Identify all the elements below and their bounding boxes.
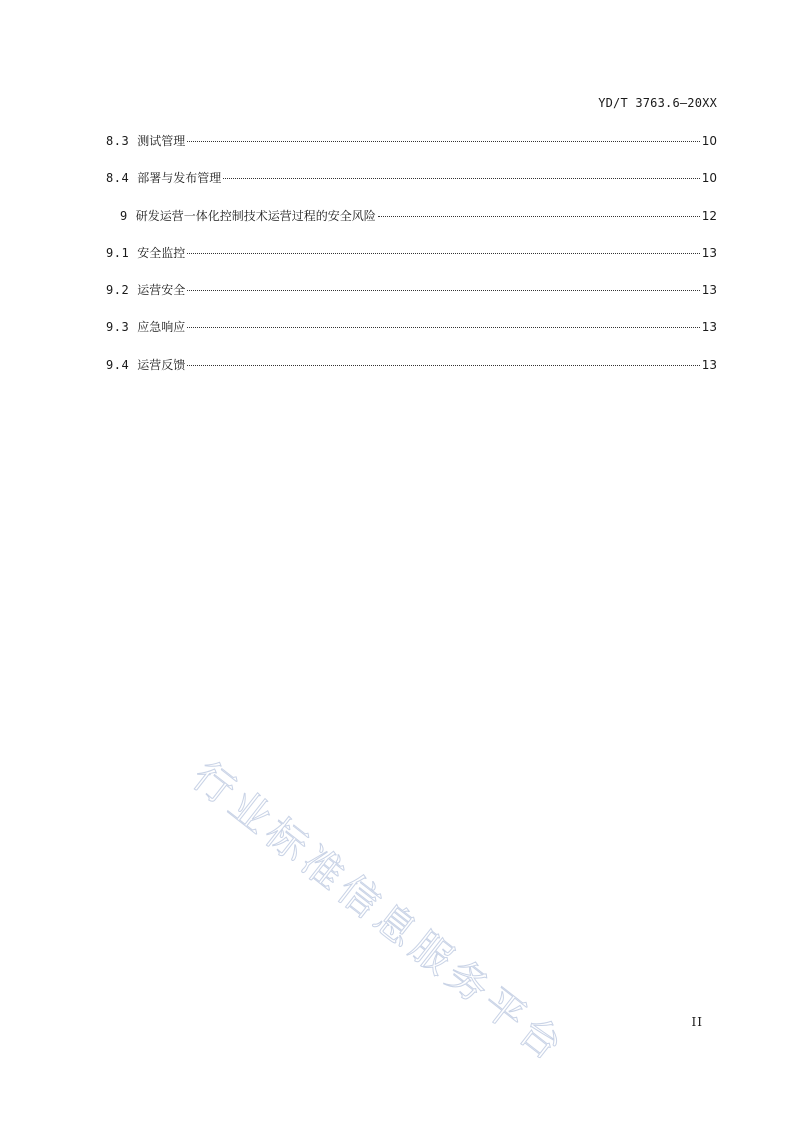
toc-entry[interactable] [106, 131, 717, 168]
toc-entry-page: 13 [701, 283, 717, 298]
toc-leader-dots [187, 141, 700, 142]
toc-entry-number: 9.4 [106, 357, 130, 372]
page-number: II [691, 1015, 703, 1029]
toc-entry-number: 9.2 [106, 283, 130, 298]
toc-entry-number: 9.1 [106, 245, 130, 260]
toc-entry-title: 应急响应 [137, 320, 186, 335]
toc-entry-number: 9.3 [106, 320, 130, 335]
toc-entry-page: 12 [701, 208, 717, 223]
toc-entry-title: 运营反馈 [137, 357, 186, 372]
toc-entry-page: 10 [701, 134, 717, 148]
toc-entry[interactable] [106, 168, 717, 205]
toc-entry-number: 8.3 [106, 134, 130, 148]
toc-leader-dots [223, 178, 700, 179]
toc-entry-title: 运营安全 [137, 283, 186, 298]
toc-entry[interactable] [106, 317, 717, 354]
toc-leader-dots [187, 253, 700, 254]
toc-leader-dots [187, 365, 700, 366]
toc-entry-page: 13 [701, 320, 717, 335]
toc-entry-page: 13 [701, 357, 717, 372]
toc-entry-title: 研发运营一体化控制技术运营过程的安全风险 [135, 208, 376, 223]
toc-entry[interactable] [106, 243, 717, 280]
toc-leader-dots [187, 327, 700, 328]
toc-entry[interactable] [106, 355, 717, 392]
toc-leader-dots [187, 290, 700, 291]
toc-entry[interactable] [106, 280, 717, 317]
toc-entry-page: 10 [701, 171, 717, 186]
table-of-contents [106, 131, 717, 392]
toc-entry-number: 8.4 [106, 171, 130, 186]
watermark: 行业标准信息服务平台 [183, 753, 575, 1073]
toc-entry-number: 9 [120, 208, 128, 223]
document-code: YD/T 3763.6—20XX [598, 96, 717, 110]
toc-entry-page: 13 [701, 245, 717, 260]
toc-entry-title: 部署与发布管理 [137, 171, 222, 186]
toc-entry[interactable] [106, 206, 717, 243]
toc-entry-title: 安全监控 [137, 245, 186, 260]
toc-entry-title: 测试管理 [137, 134, 186, 148]
toc-leader-dots [378, 216, 700, 217]
